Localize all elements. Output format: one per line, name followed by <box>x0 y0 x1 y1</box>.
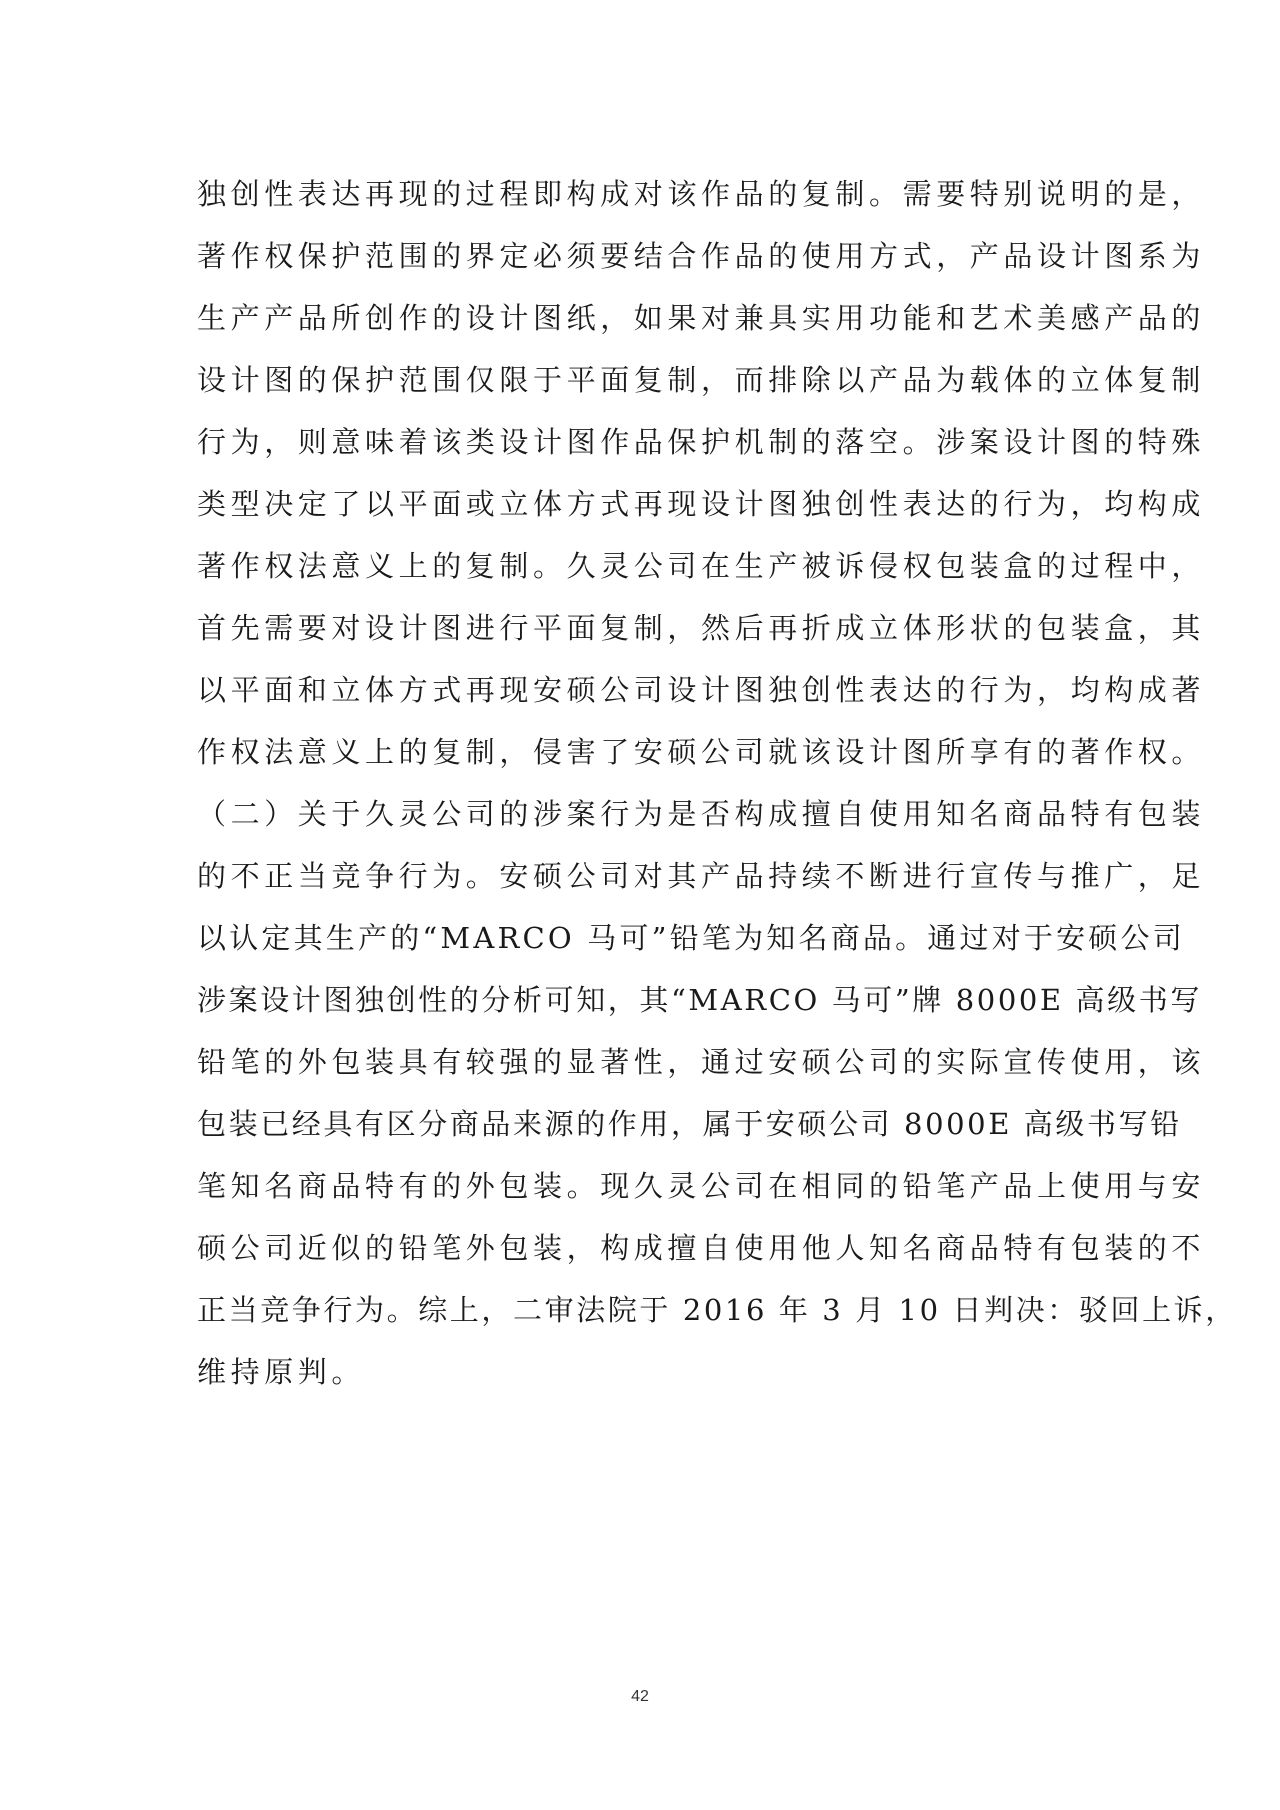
text-line-7: 著作权法意义上的复制。久灵公司在生产被诉侵权包装盒的过程中， <box>197 549 1206 583</box>
text-line-8: 首先需要对设计图进行平面复制，然后再折成立体形状的包装盒，其 <box>197 611 1206 645</box>
text-line-10: 作权法意义上的复制，侵害了安硕公司就该设计图所享有的著作权。 <box>197 735 1206 769</box>
page-number: 42 <box>631 1688 649 1705</box>
text-line-4: 设计图的保护范围仅限于平面复制，而排除以产品为载体的立体复制 <box>197 363 1206 397</box>
text-line-17: 笔知名商品特有的外包装。现久灵公司在相同的铅笔产品上使用与安 <box>197 1169 1206 1203</box>
text-line-16: 包装已经具有区分商品来源的作用，属于安硕公司 8000E 高级书写铅 <box>197 1107 1182 1141</box>
text-line-5: 行为，则意味着该类设计图作品保护机制的落空。涉案设计图的特殊 <box>197 425 1206 459</box>
text-line-13: 以认定其生产的“MARCO 马可”铅笔为知名商品。通过对于安硕公司 <box>197 921 1185 955</box>
text-line-3: 生产产品所创作的设计图纸，如果对兼具实用功能和艺术美感产品的 <box>197 301 1206 335</box>
text-line-2: 著作权保护范围的界定必须要结合作品的使用方式，产品设计图系为 <box>197 239 1206 273</box>
text-line-19: 正当竞争行为。综上，二审法院于 2016 年 3 月 10 日判决：驳回上诉， <box>197 1293 1237 1327</box>
text-line-9: 以平面和立体方式再现安硕公司设计图独创性表达的行为，均构成著 <box>197 673 1206 707</box>
text-line-15: 铅笔的外包装具有较强的显著性，通过安硕公司的实际宣传使用，该 <box>197 1045 1206 1079</box>
body-text <box>197 163 1237 1403</box>
text-line-18: 硕公司近似的铅笔外包装，构成擅自使用他人知名商品特有包装的不 <box>197 1231 1206 1265</box>
text-line-20: 维持原判。 <box>197 1355 366 1389</box>
text-line-1: 独创性表达再现的过程即构成对该作品的复制。需要特别说明的是， <box>197 177 1206 211</box>
text-line-6: 类型决定了以平面或立体方式再现设计图独创性表达的行为，均构成 <box>197 487 1206 521</box>
text-line-12: 的不正当竞争行为。安硕公司对其产品持续不断进行宣传与推广，足 <box>197 859 1206 893</box>
section-heading-line: （二）关于久灵公司的涉案行为是否构成擅自使用知名商品特有包装 <box>197 797 1206 831</box>
text-line-14: 涉案设计图独创性的分析可知，其“MARCO 马可”牌 8000E 高级书写 <box>197 983 1202 1017</box>
